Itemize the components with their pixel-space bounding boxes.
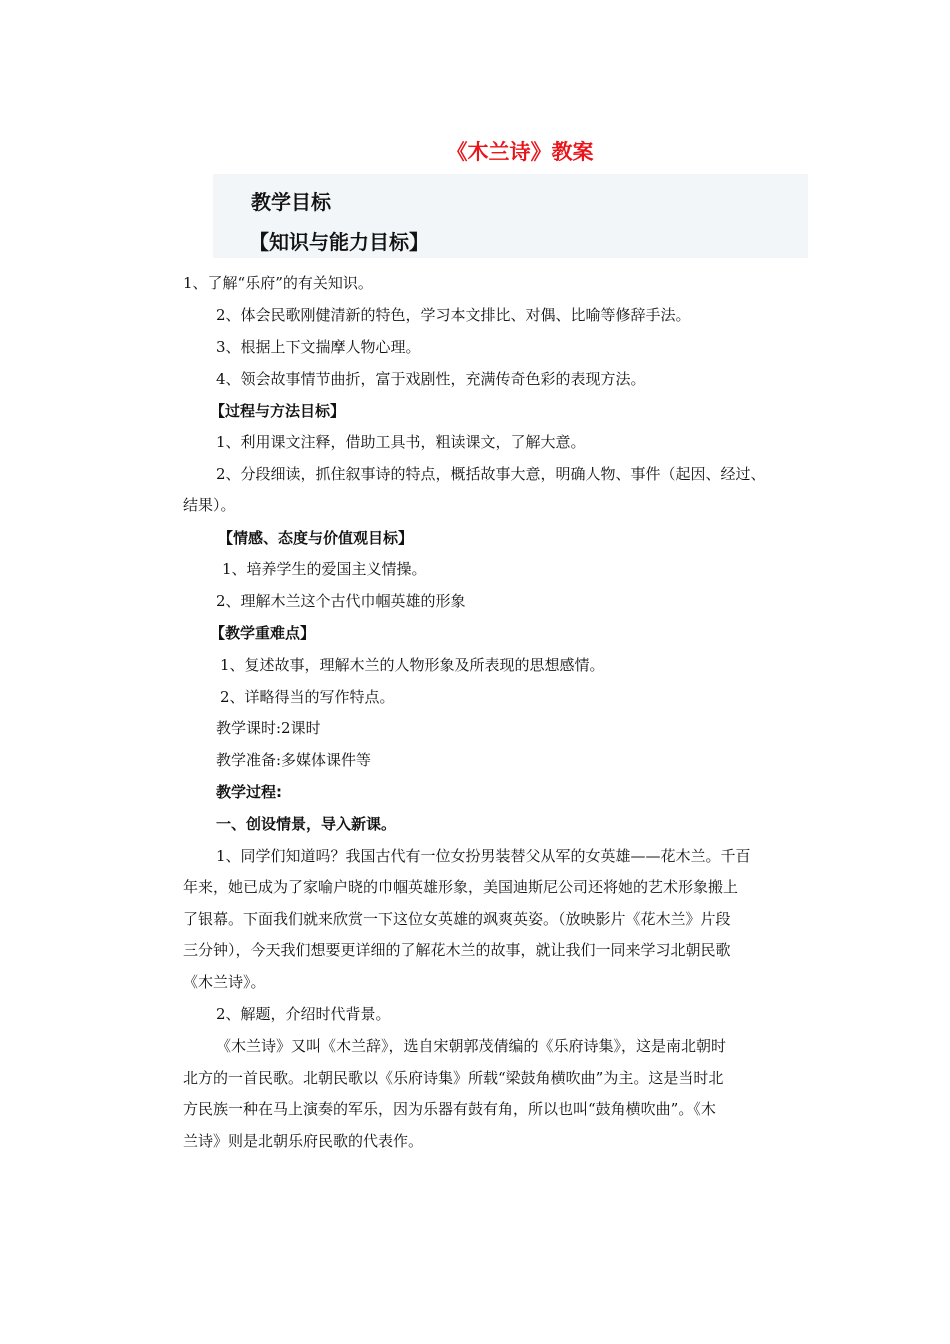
section-label: 一、创设情景，导入新课。 — [216, 815, 397, 833]
text-line: 了银幕。下面我们就来欣赏一下这位女英雄的飒爽英姿。（放映影片《花木兰》片段 — [183, 910, 731, 928]
text-line: 2、体会民歌刚健清新的特色，学习本文排比、对偶、比喻等修辞手法。 — [216, 306, 691, 324]
text-line: 1、复述故事，理解木兰的人物形象及所表现的思想感情。 — [220, 656, 605, 674]
section-label: 【情感、态度与价值观目标】 — [218, 529, 414, 547]
section-label: 【过程与方法目标】 — [210, 402, 346, 420]
section-banner — [213, 174, 808, 258]
section-subheading: 【知识与能力目标】 — [249, 230, 429, 254]
text-line: 1、培养学生的爱国主义情操。 — [222, 560, 427, 578]
section-heading: 教学目标 — [251, 190, 331, 214]
text-line: 年来，她已成为了家喻户晓的巾帼英雄形象，美国迪斯尼公司还将她的艺术形象搬上 — [183, 878, 739, 896]
section-label: 教学过程: — [216, 783, 282, 801]
text-line: 2、详略得当的写作特点。 — [220, 688, 395, 706]
text-line: 《木兰诗》又叫《木兰辞》，选自宋朝郭茂倩编的《乐府诗集》，这是南北朝时 — [216, 1037, 727, 1055]
text-line: 结果）。 — [183, 496, 236, 514]
section-label: 【教学重难点】 — [210, 624, 316, 642]
document-title: 《木兰诗》教案 — [446, 140, 594, 164]
text-line: 三分钟），今天我们想要更详细的了解花木兰的故事，就让我们一同来学习北朝民歌 — [183, 941, 731, 959]
text-line: 2、分段细读，抓住叙事诗的特点，概括故事大意，明确人物、事件（起因、经过、 — [216, 465, 766, 483]
text-line: 1、利用课文注释，借助工具书，粗读课文，了解大意。 — [216, 433, 586, 451]
text-line: 1、同学们知道吗？我国古代有一位女扮男装替父从军的女英雄——花木兰。千百 — [216, 847, 751, 865]
text-line: 教学准备:多媒体课件等 — [216, 751, 372, 769]
text-line: 方民族一种在马上演奏的军乐，因为乐器有鼓有角，所以也叫“鼓角横吹曲”。《木 — [183, 1100, 716, 1118]
text-line: 《木兰诗》。 — [183, 973, 266, 991]
text-line: 北方的一首民歌。北朝民歌以《乐府诗集》所载“梁鼓角横吹曲”为主。这是当时北 — [183, 1069, 724, 1087]
text-line: 兰诗》则是北朝乐府民歌的代表作。 — [183, 1132, 424, 1150]
text-line: 2、解题，介绍时代背景。 — [216, 1005, 391, 1023]
text-line: 1、了解“乐府”的有关知识。 — [183, 274, 373, 292]
text-line: 3、根据上下文揣摩人物心理。 — [216, 338, 421, 356]
text-line: 4、领会故事情节曲折，富于戏剧性，充满传奇色彩的表现方法。 — [216, 370, 646, 388]
text-line: 教学课时:2课时 — [216, 719, 321, 737]
text-line: 2、理解木兰这个古代巾帼英雄的形象 — [216, 592, 466, 610]
